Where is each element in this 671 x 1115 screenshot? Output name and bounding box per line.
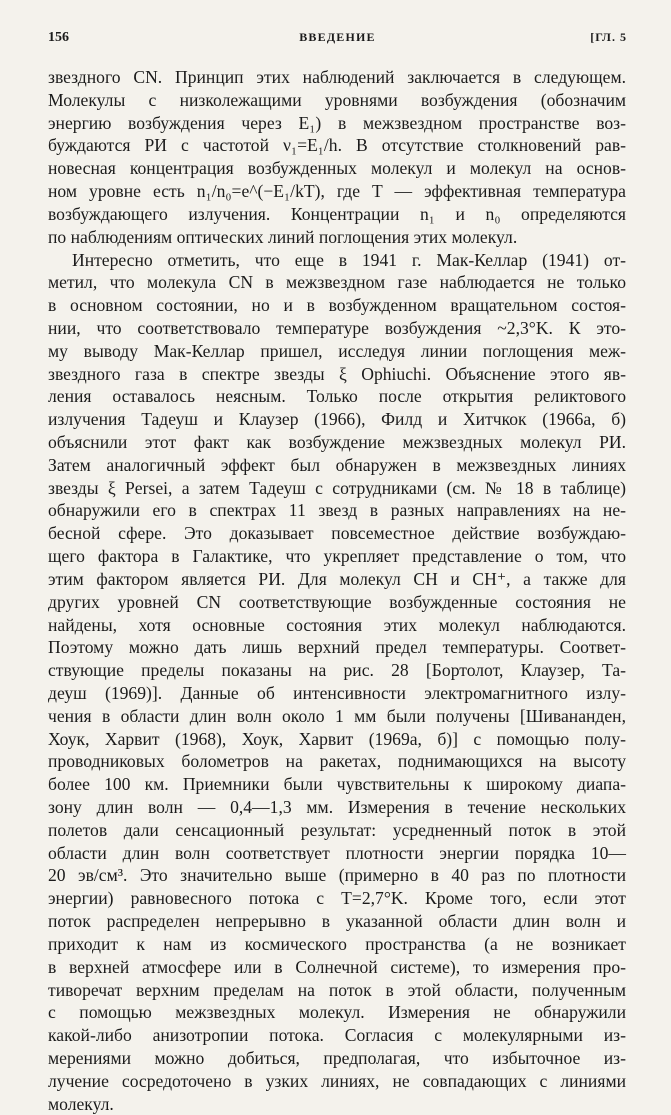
text-line: других уровней CN соответствующие возбужденные состояния не xyxy=(48,591,626,614)
text-line: по наблюдениям оптических линий поглощения этих молекул. xyxy=(48,226,626,249)
text-line: лучение сосредоточено в узких линиях, не совпадающих с линиями xyxy=(48,1070,626,1093)
text-line: нии, что соответствовало температуре возбуждения ~2,3°K. К это- xyxy=(48,317,626,340)
paragraph xyxy=(48,249,626,1115)
text-line: возбуждающего излучения. Концентрации n₁ и n₀ определяются xyxy=(48,203,626,226)
body-text xyxy=(48,66,626,1115)
text-line: в основном состоянии, но и в возбужденном вращательном состоя- xyxy=(48,294,626,317)
text-line: Поэтому можно дать лишь верхний предел температуры. Соответ- xyxy=(48,636,626,659)
text-line: щего фактора в Галактике, что укрепляет представление о том, что xyxy=(48,545,626,568)
text-line: найдены, хотя основные состояния этих молекул наблюдаются. xyxy=(48,614,626,637)
text-line: Молекулы с низколежащими уровнями возбуждения (обозначим xyxy=(48,89,626,112)
text-line: бесной сфере. Это доказывает повсеместное действие возбуждаю- xyxy=(48,522,626,545)
text-line: излучения Тадеуш и Клаузер (1966), Филд и Хитчкок (1966а, б) xyxy=(48,408,626,431)
text-line: ствующие пределы показаны на рис. 28 [Бортолот, Клаузер, Та- xyxy=(48,659,626,682)
section-title: ВВЕДЕНИЕ xyxy=(48,30,627,45)
text-line: энергию возбуждения через E₁) в межзвездном пространстве воз- xyxy=(48,112,626,135)
text-line: 20 эв/см³. Это значительно выше (примерно в 40 раз по плотности xyxy=(48,864,626,887)
text-line: деуш (1969)]. Данные об интенсивности электромагнитного излу- xyxy=(48,682,626,705)
text-line: какой-либо анизотропии потока. Согласия с молекулярными из- xyxy=(48,1024,626,1047)
running-header xyxy=(48,30,627,52)
text-line: области длин волн соответствует плотности энергии порядка 10— xyxy=(48,842,626,865)
chapter-reference: [ГЛ. 5 xyxy=(590,30,627,45)
text-line: мерениями можно добиться, предполагая, что избыточное из- xyxy=(48,1047,626,1070)
text-line: поток распределен непрерывно в указанной области длин волн и xyxy=(48,910,626,933)
text-line: ления оставалось неясным. Только после открытия реликтового xyxy=(48,385,626,408)
text-line: Затем аналогичный эффект был обнаружен в межзвездных линиях xyxy=(48,454,626,477)
text-line: с помощью межзвездных молекул. Измерения не обнаружили xyxy=(48,1001,626,1024)
page-number: 156 xyxy=(48,30,69,46)
text-line: Интересно отметить, что еще в 1941 г. Мак-Келлар (1941) от- xyxy=(48,249,626,272)
text-line: звезды ξ Persei, а затем Тадеуш с сотрудниками (см. № 18 в таблице) xyxy=(48,477,626,500)
text-line: обнаружили его в спектрах 11 звезд в разных направлениях на не- xyxy=(48,499,626,522)
text-line: буждаются РИ с частотой ν₁=E₁/h. В отсутствие столкновений рав- xyxy=(48,134,626,157)
text-line: проводниковых болометров на ракетах, поднимающихся на высоту xyxy=(48,750,626,773)
text-line: метил, что молекула CN в межзвездном газе наблюдается не только xyxy=(48,271,626,294)
paragraph xyxy=(48,66,626,249)
text-line: этим фактором является РИ. Для молекул CH и CH⁺, а также для xyxy=(48,568,626,591)
text-line: объяснили этот факт как возбуждение межзвездных молекул РИ. xyxy=(48,431,626,454)
text-line: в верхней атмосфере или в Солнечной системе), то измерения про- xyxy=(48,956,626,979)
text-line: чения в области длин волн около 1 мм были получены [Шивананден, xyxy=(48,705,626,728)
text-line: му выводу Мак-Келлар пришел, исследуя линии поглощения меж- xyxy=(48,340,626,363)
text-line: новесная концентрация возбужденных молекул и молекул на основ- xyxy=(48,157,626,180)
text-line: более 100 км. Приемники были чувствительны к широкому диапа- xyxy=(48,773,626,796)
text-line: Хоук, Харвит (1968), Хоук, Харвит (1969а, б)] с помощью полу- xyxy=(48,728,626,751)
text-line: приходит к нам из космического пространства (а не возникает xyxy=(48,933,626,956)
text-line: зону длин волн — 0,4—1,3 мм. Измерения в течение нескольких xyxy=(48,796,626,819)
text-line: ном уровне есть n₁/n₀=e^(−E₁/kT), где T — эффективная температура xyxy=(48,180,626,203)
text-line: звездного CN. Принцип этих наблюдений заключается в следующем. xyxy=(48,66,626,89)
text-line: полетов дали сенсационный результат: усредненный поток в этой xyxy=(48,819,626,842)
text-line: молекул. xyxy=(48,1093,626,1115)
text-line: звездного газа в спектре звезды ξ Ophiuchi. Объяснение этого яв- xyxy=(48,363,626,386)
text-line: энергии) равновесного потока с T=2,7°K. Кроме того, если этот xyxy=(48,887,626,910)
text-line: тиворечат верхним пределам на поток в этой области, полученным xyxy=(48,979,626,1002)
